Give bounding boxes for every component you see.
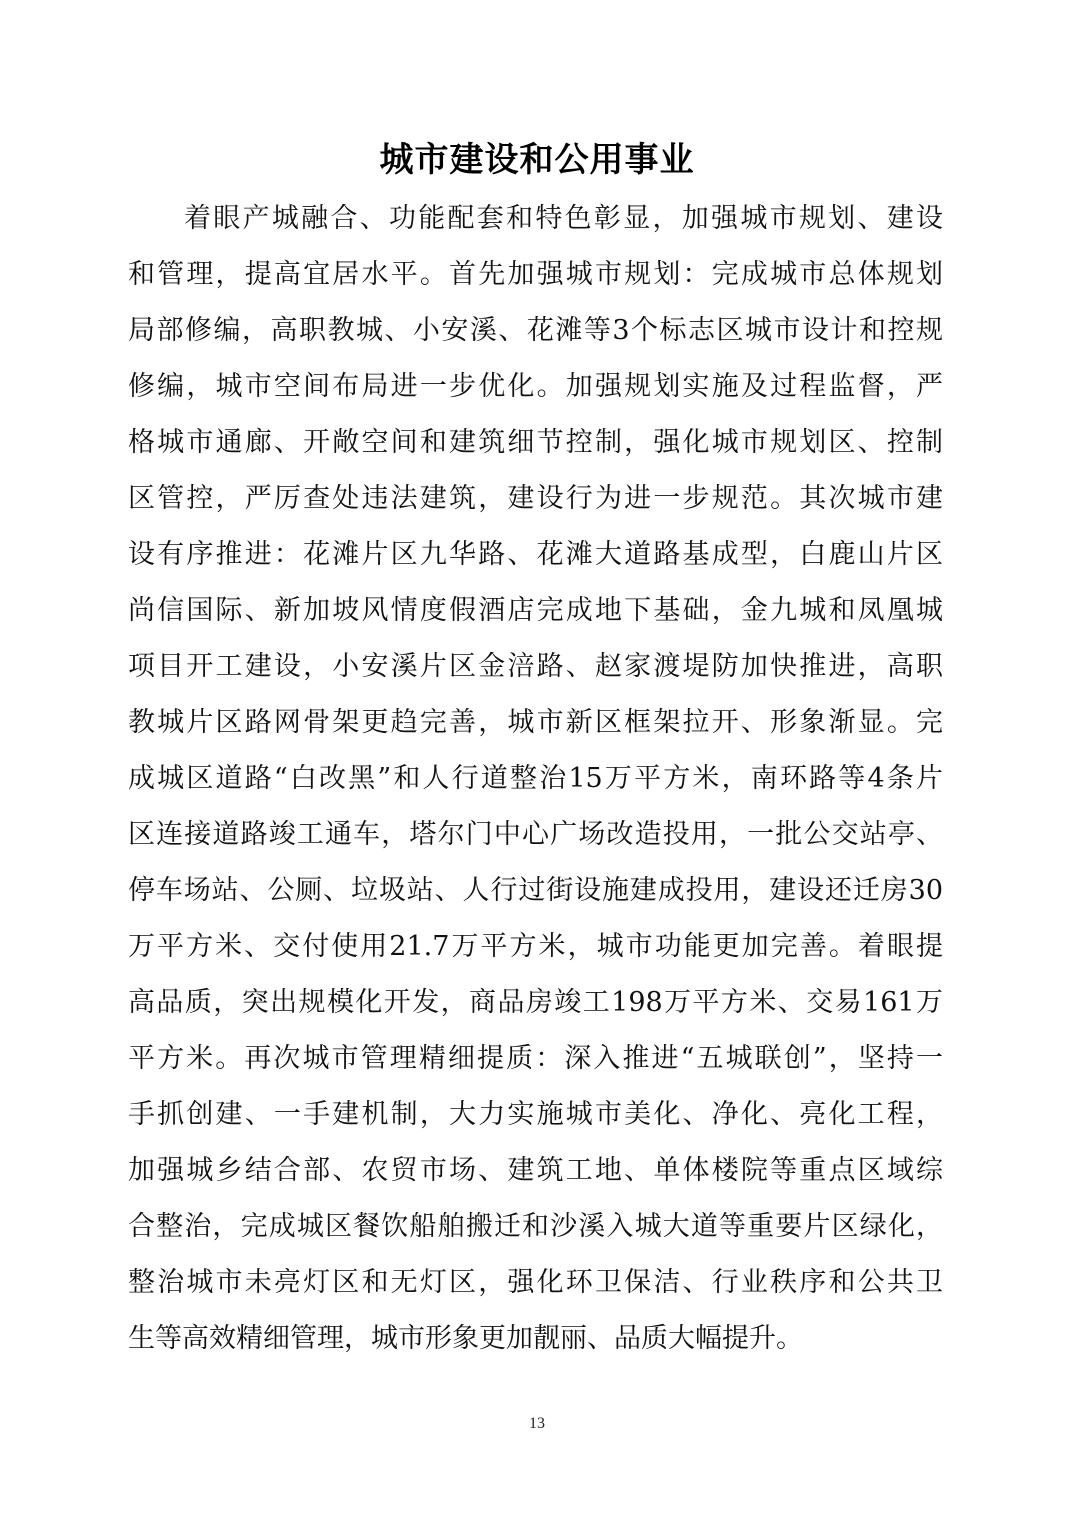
- paragraph-line: 整治城市未亮灯区和无灯区，强化环卫保洁、行业秩序和公共卫: [128, 1267, 943, 1298]
- page-title: 城市建设和公用事业: [379, 140, 695, 180]
- paragraph-line: 着眼产城融合、功能配套和特色彰显，加强城市规划、建设: [184, 203, 943, 234]
- paragraph-line: 生等高效精细管理，城市形象更加靓丽、品质大幅提升。: [128, 1323, 803, 1354]
- page-number: 13: [529, 1415, 545, 1432]
- paragraph-line: 尚信国际、新加坡风情度假酒店完成地下基础，金九城和凤凰城: [128, 595, 943, 626]
- paragraph-line: 教城片区路网骨架更趋完善，城市新区框架拉开、形象渐显。完: [128, 707, 943, 738]
- paragraph-line: 成城区道路“白改黑”和人行道整治15万平方米，南环路等4条片: [128, 763, 943, 794]
- paragraph-line: 修编，城市空间布局进一步优化。加强规划实施及过程监督，严: [128, 371, 943, 402]
- paragraph-line: 项目开工建设，小安溪片区金涪路、赵家渡堤防加快推进，高职: [128, 651, 943, 682]
- paragraph-line: 合整治，完成城区餐饮船舶搬迁和沙溪入城大道等重要片区绿化，: [128, 1211, 943, 1242]
- paragraph-line: 格城市通廊、开敞空间和建筑细节控制，强化城市规划区、控制: [128, 427, 943, 458]
- paragraph-line: 区管控，严厉查处违法建筑，建设行为进一步规范。其次城市建: [128, 483, 943, 514]
- paragraph-line: 设有序推进：花滩片区九华路、花滩大道路基成型，白鹿山片区: [128, 539, 943, 570]
- body-paragraph: [128, 195, 943, 1371]
- paragraph-line: 和管理，提高宜居水平。首先加强城市规划：完成城市总体规划: [128, 259, 943, 290]
- paragraph-line: 停车场站、公厕、垃圾站、人行过街设施建成投用，建设还迁房30: [128, 875, 943, 906]
- paragraph-line: 手抓创建、一手建机制，大力实施城市美化、净化、亮化工程，: [128, 1099, 943, 1130]
- paragraph-line: 加强城乡结合部、农贸市场、建筑工地、单体楼院等重点区域综: [128, 1155, 943, 1186]
- paragraph-line: 万平方米、交付使用21.7万平方米，城市功能更加完善。着眼提: [128, 931, 943, 962]
- paragraph-line: 平方米。再次城市管理精细提质：深入推进“五城联创”，坚持一: [128, 1043, 943, 1074]
- paragraph-line: 区连接道路竣工通车，塔尔门中心广场改造投用，一批公交站亭、: [128, 819, 943, 850]
- paragraph-line: 高品质，突出规模化开发，商品房竣工198万平方米、交易161万: [128, 987, 943, 1018]
- paragraph-line: 局部修编，高职教城、小安溪、花滩等3个标志区城市设计和控规: [128, 315, 943, 346]
